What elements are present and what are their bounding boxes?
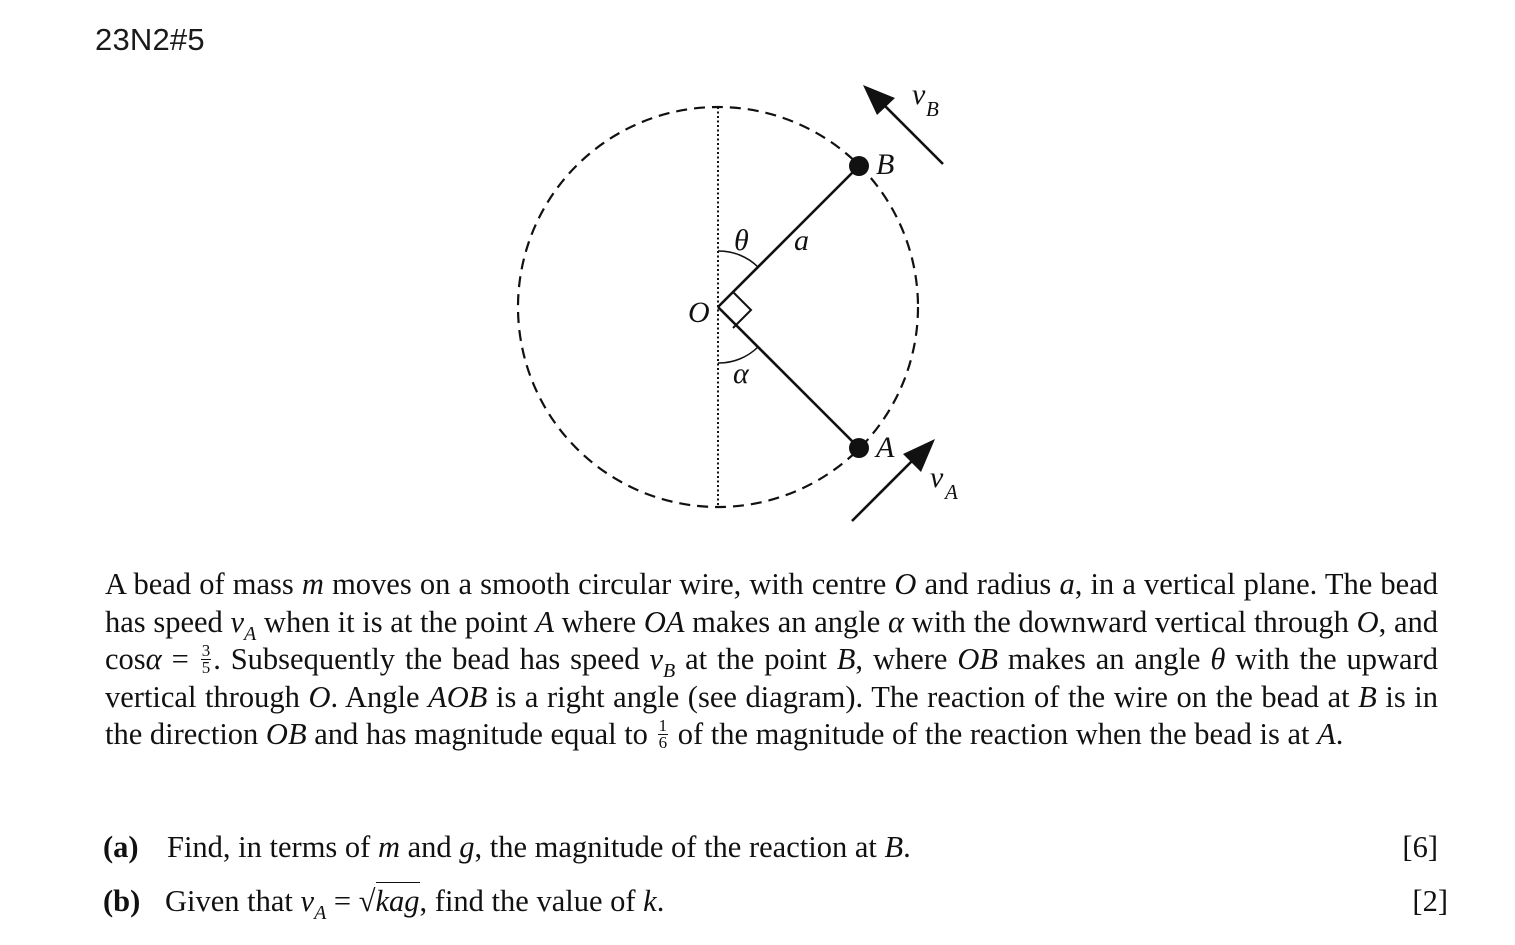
part-b-label: (b) [103,884,141,918]
fraction-three-fifths: $\frac{3}{5}$ [201,640,211,677]
label-A: A [876,431,895,464]
fraction-one-sixth: $\frac{1}{6}$ [658,715,668,752]
part-a-label: (a) [103,830,139,864]
label-vB-sub: B [926,97,939,121]
label-alpha: α [733,357,749,390]
label-O: O [688,296,710,329]
label-B: B [876,148,895,181]
velocity-arrow-A [852,455,918,521]
label-vB: v [912,78,926,111]
question-part-a: (a) Find, in terms of m and g, the magnitude of the reaction at B. [6] [103,830,1438,864]
label-vA: v [930,461,944,494]
bead-A [849,438,869,458]
part-a-marks: [6] [1402,830,1438,864]
problem-statement: A bead of mass m moves on a smooth circular wire, with centre O and radius a, in a vertical plane. The bead has speed $v_A$ when it is at the point A where OA makes an angle α with the downward vertical through O, and cosα = $\frac{3}{5}$ . Subsequently the bead has speed $v_B$ at the point B, where OB makes an angle θ with the upward vertical through O. Angle AOB is a right angle (see diagram). The reaction of the wire on the bead at B is in the direction OB and has magnitude equal to $\frac{1}{6}$ of the magnitude of the reaction when the bead is at A. [105,567,1439,752]
part-b-marks: [2] [1412,884,1448,918]
label-a: a [794,224,809,257]
label-theta: θ [734,224,749,257]
square-root: √kag [358,884,420,918]
bead-B [849,156,869,176]
question-part-b: (b) Given that $v_A = √kag$, find the value of k. [2] [103,884,1448,924]
right-angle-marker [733,292,751,328]
label-vA-sub: A [945,480,958,504]
question-code: 23N2#5 [95,22,205,57]
